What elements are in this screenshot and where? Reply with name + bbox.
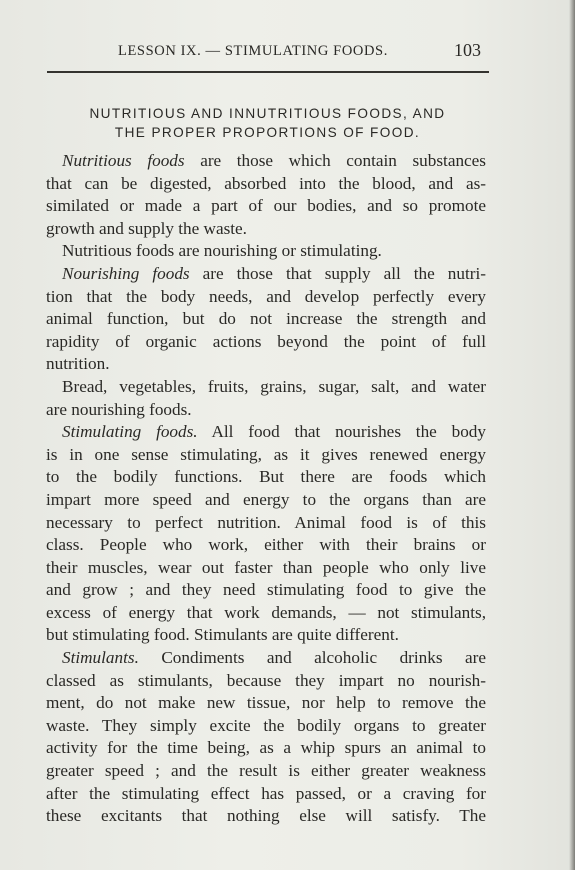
paragraph-nourishing-foods <box>46 263 486 376</box>
text-line: their muscles, wear out faster than people who only live <box>46 557 486 577</box>
text-line: after the stimulating effect has passed, or a craving for <box>46 783 486 803</box>
text-line: similated or made a part of our bodies, and so promote <box>46 196 486 216</box>
text-line: necessary to perfect nutrition. Animal food is of this <box>46 512 486 532</box>
text-line: tion that the body needs, and develop perfectly every <box>46 286 486 306</box>
text-line: rapidity of organic actions beyond the point of full <box>46 331 486 351</box>
text-line: impart more speed and energy to the organs than are <box>46 489 486 509</box>
paragraph-stimulating-foods <box>46 421 486 647</box>
paragraph-nourishing-examples <box>46 376 486 421</box>
page-number: 103 <box>454 40 481 60</box>
text-line: greater speed ; and the result is either greater weakness <box>46 761 486 781</box>
term-nutritious-foods: Nutritious foods <box>62 151 185 170</box>
section-title-line-1: NUTRITIOUS AND INNUTRITIOUS FOODS, AND <box>89 106 446 121</box>
paragraph-nutritious-classes <box>46 240 486 263</box>
text-line: but stimulating food. Stimulants are quite different. <box>46 625 399 645</box>
term-stimulating-foods: Stimulating foods. <box>62 422 198 442</box>
text-line: ment, do not make new tissue, nor help to remove the <box>46 693 486 713</box>
text-line: to the bodily functions. But there are foods which <box>46 467 486 487</box>
text-line: excess of energy that work demands, — not stimulants, <box>46 602 486 622</box>
paragraph-stimulants <box>46 647 486 828</box>
text-line: Stimulating foods. All food that nourishes the body <box>62 422 486 442</box>
text-line: animal function, but do not increase the strength and <box>46 309 486 329</box>
paragraph-nutritious-foods <box>46 150 486 240</box>
text-line: classed as stimulants, because they impart no nourish- <box>46 670 486 690</box>
text-line: are nourishing foods. <box>46 399 192 419</box>
text-line: Nourishing foods are those that supply all the nutri- <box>62 263 486 283</box>
text-line: is in one sense stimulating, as it gives renewed energy <box>46 444 486 464</box>
header-rule <box>47 71 489 73</box>
text-line: Nutritious foods are nourishing or stimulating. <box>62 241 382 261</box>
text-line: class. People who work, either with their brains or <box>46 535 486 555</box>
text-line: Nutritious foods are those which contain substances <box>62 151 486 170</box>
text-line: and grow ; and they need stimulating food to give the <box>46 580 486 600</box>
text-line: Bread, vegetables, fruits, grains, sugar, salt, and water <box>62 376 486 396</box>
text-line: these excitants that nothing else will satisfy. The <box>46 806 486 826</box>
section-title-line-2: THE PROPER PROPORTIONS OF FOOD. <box>114 125 421 140</box>
term-stimulants: Stimulants. <box>62 648 139 668</box>
body-text <box>46 150 486 828</box>
running-head: LESSON IX. — STIMULATING FOODS. <box>118 43 388 59</box>
text-line: Stimulants. Condiments and alcoholic drinks are <box>62 648 486 668</box>
text-line: activity for the time being, as a whip spurs an animal to <box>46 738 486 758</box>
text-line: nutrition. <box>46 354 110 374</box>
text-line: growth and supply the waste. <box>46 218 247 238</box>
term-nourishing-foods: Nourishing foods <box>62 263 190 283</box>
text-line: that can be digested, absorbed into the blood, and as- <box>46 173 486 193</box>
text-line: waste. They simply excite the bodily organs to greater <box>46 715 486 735</box>
section-title <box>45 104 490 142</box>
